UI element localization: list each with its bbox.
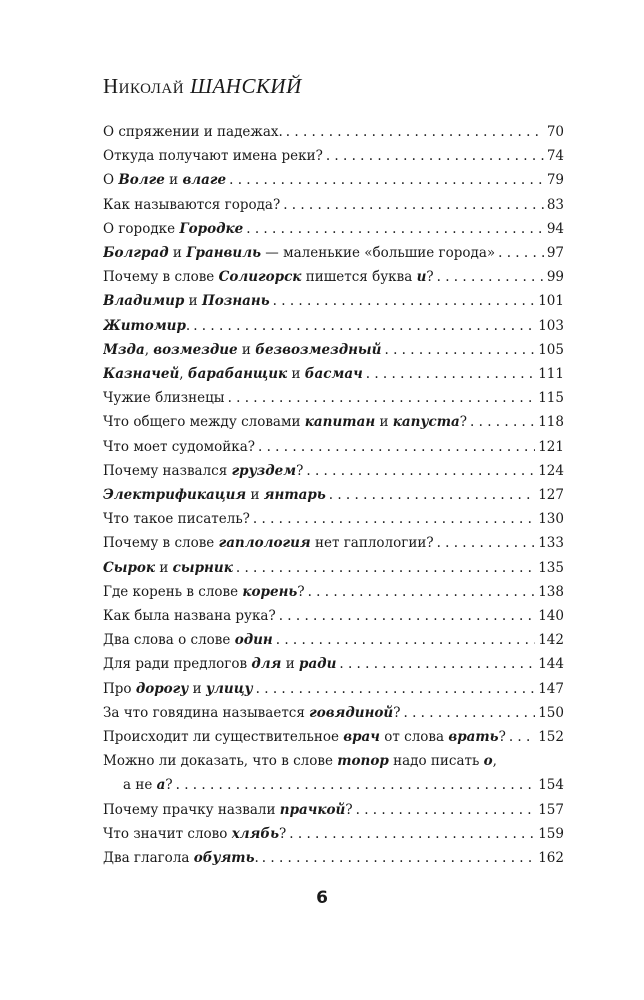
emphasized-word: прачкой xyxy=(279,801,346,818)
title-text: О городке xyxy=(103,220,180,237)
title-text: Почему назвался xyxy=(103,462,232,479)
dot-leader xyxy=(326,144,544,168)
emphasized-word: один xyxy=(234,632,273,649)
toc-entry xyxy=(103,289,564,313)
title-text: Два слова о слове xyxy=(103,632,235,649)
title-text: Для ради предлогов xyxy=(103,656,252,673)
toc-entry-title xyxy=(103,822,286,846)
toc-entry-title xyxy=(103,144,323,168)
dot-leader xyxy=(437,531,536,555)
toc-entry-title xyxy=(103,556,233,580)
dot-leader xyxy=(308,580,536,604)
toc-entry xyxy=(103,120,564,144)
emphasized-word: капитан xyxy=(304,414,376,431)
emphasized-word: гаплология xyxy=(218,535,311,552)
title-text: ? xyxy=(297,583,305,600)
dot-leader xyxy=(253,507,535,531)
toc-entry-title xyxy=(103,749,497,773)
dot-leader xyxy=(273,289,536,313)
toc-entry xyxy=(103,846,564,870)
emphasized-word: Гранвиль xyxy=(186,245,262,262)
title-text: Что такое писатель? xyxy=(103,511,250,528)
title-text: ? xyxy=(498,729,506,746)
toc-entry-title xyxy=(103,435,255,459)
title-text: Что моет судомойка? xyxy=(103,438,255,455)
toc-entry-title xyxy=(103,628,273,652)
title-text: Что значит слово xyxy=(103,825,232,842)
title-text: от слова xyxy=(379,729,449,746)
title-text: Как называются города? xyxy=(103,196,281,213)
toc-entry xyxy=(103,773,564,797)
dot-leader xyxy=(366,362,535,386)
emphasized-word: и xyxy=(416,269,427,286)
emphasized-word: врач xyxy=(343,729,380,746)
toc-entry-title xyxy=(103,701,401,725)
title-text: и xyxy=(375,414,393,431)
emphasized-word: Познань xyxy=(201,293,270,310)
toc-entry xyxy=(103,749,564,773)
toc-entry xyxy=(103,822,564,846)
toc-entry xyxy=(103,314,564,338)
toc-entry-page: 97 xyxy=(546,245,564,262)
title-text: ? xyxy=(279,825,287,842)
title-text: и xyxy=(168,245,187,262)
toc-entry xyxy=(103,628,564,652)
title-text: Чужие близнецы xyxy=(103,390,225,407)
toc-entry xyxy=(103,168,564,192)
dot-leader xyxy=(329,483,535,507)
toc-entry xyxy=(103,386,564,410)
emphasized-word: о xyxy=(483,753,493,770)
emphasized-word: сырник xyxy=(172,559,233,576)
toc-entry xyxy=(103,677,564,701)
toc-entry-title xyxy=(103,265,434,289)
dot-leader xyxy=(193,314,535,338)
dot-leader xyxy=(258,435,535,459)
emphasized-word: возмездие xyxy=(153,341,238,358)
toc-entry-page: 115 xyxy=(538,390,564,407)
emphasized-word: Мзда xyxy=(103,341,145,358)
dot-leader xyxy=(246,217,544,241)
emphasized-word: обуять xyxy=(193,850,255,867)
toc-entry-page: 118 xyxy=(538,414,564,431)
running-header xyxy=(103,74,302,99)
dot-leader xyxy=(509,725,535,749)
emphasized-word: янтарь xyxy=(263,487,326,504)
dot-leader xyxy=(339,652,535,676)
toc-entry xyxy=(103,556,564,580)
toc-entry-title xyxy=(103,314,190,338)
dot-leader xyxy=(498,241,544,265)
title-text: Почему прачку назвали xyxy=(103,801,280,818)
toc-entry-page: 150 xyxy=(538,704,564,721)
dot-leader xyxy=(289,822,535,846)
toc-entry-page: 94 xyxy=(546,220,564,237)
toc-entry-page: 74 xyxy=(546,148,564,165)
toc-entry-title xyxy=(103,362,363,386)
title-text: и xyxy=(281,656,299,673)
toc-entry-title xyxy=(103,531,434,555)
toc-entry xyxy=(103,580,564,604)
title-text: Происходит ли существительное xyxy=(103,729,344,746)
dot-leader xyxy=(276,628,535,652)
emphasized-word: Волге xyxy=(118,172,165,189)
toc-entry-page: 152 xyxy=(538,729,564,746)
toc-entry-page: 135 xyxy=(538,559,564,576)
toc-entry xyxy=(103,483,564,507)
title-text: и xyxy=(188,680,206,697)
toc-entry-title xyxy=(103,386,225,410)
emphasized-word: Владимир xyxy=(103,293,185,310)
toc-entry-page: 103 xyxy=(538,317,564,334)
toc-entry xyxy=(103,338,564,362)
title-text: и xyxy=(164,172,183,189)
dot-leader xyxy=(229,168,544,192)
title-text: а не xyxy=(123,777,157,794)
toc-entry-page: 159 xyxy=(538,825,564,842)
title-text: , xyxy=(179,366,188,383)
title-text: , xyxy=(144,341,154,358)
emphasized-word: говядиной xyxy=(309,704,394,721)
toc-entry xyxy=(103,410,564,434)
emphasized-word: улицу xyxy=(205,680,253,697)
toc-entry-page: 140 xyxy=(538,608,564,625)
toc-entry xyxy=(103,241,564,265)
toc-entry-title xyxy=(103,410,467,434)
title-text: Откуда получают имена реки? xyxy=(103,148,323,165)
dot-leader xyxy=(176,773,536,797)
dot-leader xyxy=(283,193,544,217)
emphasized-word: Солигорск xyxy=(218,269,302,286)
toc-entry xyxy=(103,193,564,217)
title-text: За что говядина называется xyxy=(103,704,310,721)
page-number: 6 xyxy=(316,888,328,908)
title-text: ? xyxy=(345,801,353,818)
toc-entry xyxy=(103,531,564,555)
toc-entry-page: 157 xyxy=(538,801,564,818)
toc-entry-page: 99 xyxy=(546,269,564,286)
toc-entry-page: 124 xyxy=(538,462,564,479)
toc-entry-title xyxy=(103,289,270,313)
emphasized-word: капуста xyxy=(392,414,460,431)
toc-entry-title xyxy=(103,120,283,144)
dot-leader xyxy=(356,798,536,822)
dot-leader xyxy=(262,846,535,870)
title-text: — маленькие «большие города» xyxy=(261,245,496,262)
title-text: Где корень в слове xyxy=(103,583,243,600)
title-text: Что общего между словами xyxy=(103,414,305,431)
emphasized-word: Городке xyxy=(179,220,244,237)
title-text: ? xyxy=(393,704,401,721)
emphasized-word: влаге xyxy=(182,172,227,189)
title-text: Почему в слове xyxy=(103,535,219,552)
emphasized-word: безвозмездный xyxy=(255,341,382,358)
title-text: и xyxy=(237,341,256,358)
toc-entry-page: 70 xyxy=(546,124,564,140)
toc-entry xyxy=(103,265,564,289)
toc-entry-title xyxy=(103,677,253,701)
toc-entry-title xyxy=(103,459,303,483)
toc-entry xyxy=(103,652,564,676)
title-text: нет гаплологии? xyxy=(310,535,434,552)
title-text: , xyxy=(492,753,497,770)
emphasized-word: Электрификация xyxy=(103,487,247,504)
title-text: . xyxy=(185,317,191,334)
toc-entry xyxy=(103,362,564,386)
toc-entry-title xyxy=(103,725,506,749)
toc-entry-title xyxy=(103,652,336,676)
emphasized-word: а xyxy=(156,777,166,794)
emphasized-word: для xyxy=(251,656,282,673)
toc-entry-title xyxy=(103,773,173,797)
dot-leader xyxy=(384,338,535,362)
toc-entry-title xyxy=(103,580,305,604)
toc-entry xyxy=(103,701,564,725)
emphasized-word: дорогу xyxy=(135,680,189,697)
toc-entry-title xyxy=(103,846,259,870)
toc-entry-title xyxy=(103,338,381,362)
dot-leader xyxy=(236,556,535,580)
toc-entry-page: 121 xyxy=(538,438,564,455)
dot-leader xyxy=(437,265,544,289)
toc-entry-title xyxy=(103,168,226,192)
dot-leader xyxy=(306,459,535,483)
emphasized-word: барабанщик xyxy=(187,366,288,383)
toc-entry-page: 138 xyxy=(538,583,564,600)
emphasized-word: топор xyxy=(337,753,389,770)
toc-entry xyxy=(103,798,564,822)
title-text: Про xyxy=(103,680,136,697)
toc-entry-page: 147 xyxy=(538,680,564,697)
toc-entry-title xyxy=(103,604,276,628)
emphasized-word: груздем xyxy=(231,462,297,479)
title-text: Как была названа рука? xyxy=(103,608,276,625)
title-text: Два глагола xyxy=(103,850,194,867)
toc-entry-title xyxy=(103,483,326,507)
title-text: и xyxy=(246,487,264,504)
emphasized-word: Житомир xyxy=(103,317,186,334)
toc-entry-page: 83 xyxy=(546,196,564,213)
emphasized-word: хлябь xyxy=(231,825,280,842)
toc-entry-page: 130 xyxy=(538,511,564,528)
toc-entry-page: 127 xyxy=(538,487,564,504)
title-text: пишется буква xyxy=(301,269,417,286)
title-text: и xyxy=(155,559,173,576)
toc-entry-title xyxy=(103,798,353,822)
emphasized-word: Сырок xyxy=(103,559,156,576)
toc-entry xyxy=(103,507,564,531)
toc-entry-page: 111 xyxy=(538,366,564,383)
toc-entry-page: 101 xyxy=(538,293,564,310)
toc-entry-page: 133 xyxy=(538,535,564,552)
toc-entry-page: 144 xyxy=(538,656,564,673)
dot-leader xyxy=(404,701,536,725)
author-last-name: ШАНСКИЙ xyxy=(190,74,302,98)
title-text: ? xyxy=(459,414,468,431)
toc-entry-page: 162 xyxy=(538,850,564,867)
toc-entry-page: 142 xyxy=(538,632,564,649)
emphasized-word: басмач xyxy=(304,366,363,383)
title-text: и xyxy=(287,366,305,383)
dot-leader xyxy=(286,120,544,144)
toc-entry-page: 154 xyxy=(538,777,564,794)
toc-entry-title xyxy=(103,217,243,241)
dot-leader xyxy=(470,410,535,434)
dot-leader xyxy=(256,677,536,701)
author-first-name: Николай xyxy=(103,74,185,98)
toc-entry xyxy=(103,435,564,459)
toc-entry-page: 105 xyxy=(538,341,564,358)
title-text: и xyxy=(184,293,202,310)
dot-leader xyxy=(279,604,536,628)
title-text: ? xyxy=(426,269,434,286)
toc-entry-title xyxy=(103,507,250,531)
table-of-contents xyxy=(103,120,564,870)
emphasized-word: корень xyxy=(242,583,298,600)
toc-entry xyxy=(103,725,564,749)
title-text: надо писать xyxy=(388,753,484,770)
toc-entry xyxy=(103,217,564,241)
title-text: . xyxy=(254,850,259,867)
toc-entry-page: 79 xyxy=(546,172,564,189)
title-text: ? xyxy=(296,462,304,479)
title-text: Можно ли доказать, что в слове xyxy=(103,753,338,770)
emphasized-word: Казначей xyxy=(103,366,180,383)
toc-entry-title xyxy=(103,193,280,217)
toc-entry xyxy=(103,604,564,628)
emphasized-word: ради xyxy=(299,656,337,673)
title-text: О xyxy=(103,172,119,189)
toc-entry xyxy=(103,459,564,483)
title-text: О спряжении и падежах. xyxy=(103,124,283,140)
toc-entry xyxy=(103,144,564,168)
dot-leader xyxy=(228,386,536,410)
title-text: Почему в слове xyxy=(103,269,219,286)
emphasized-word: врать xyxy=(448,729,499,746)
title-text: ? xyxy=(165,777,173,794)
toc-entry-title xyxy=(103,241,495,265)
emphasized-word: Болград xyxy=(103,245,169,262)
